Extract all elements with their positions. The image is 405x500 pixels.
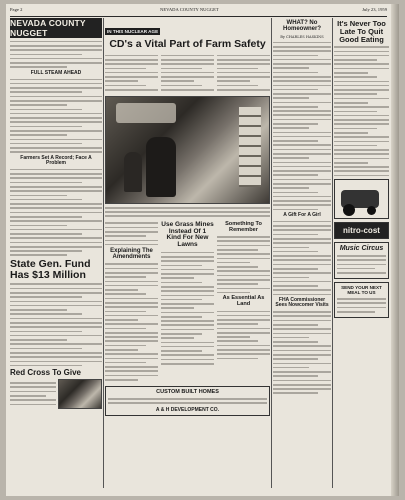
column-center xyxy=(105,18,270,492)
kicker-label: IN THIS NUCLEAR AGE xyxy=(107,29,159,34)
editorial-headline: FULL STEAM AHEAD xyxy=(30,69,82,76)
remember-headline: Something To Remember xyxy=(225,220,262,233)
header-rule xyxy=(10,16,387,17)
column-eating xyxy=(334,18,389,492)
column-divider xyxy=(271,18,272,488)
homes-ad-title: CUSTOM BUILT HOMES xyxy=(156,389,219,396)
eating-headline: It's Never Too Late To Quit Good Eating xyxy=(337,19,386,44)
paper-title-header: NEVADA COUNTY NUGGET xyxy=(160,7,219,12)
page-number: Page 2 xyxy=(10,7,23,12)
tractor-wheel xyxy=(343,204,355,216)
page-fold-shadow xyxy=(391,4,399,496)
cd-farm-headline: CD's a Vital Part of Farm Safety xyxy=(109,38,266,50)
issue-date: July 23, 1959 xyxy=(362,7,387,12)
farmers-body xyxy=(10,169,102,256)
red-cross-headline: Red Cross To Give xyxy=(10,368,81,378)
nitro-ad xyxy=(334,222,389,239)
meal-ad xyxy=(334,282,389,318)
cellar-photo xyxy=(105,96,270,204)
page-header xyxy=(10,7,387,16)
delta-photo xyxy=(58,379,102,409)
fha-headline: FHA Commissioner Sees Nowcomer Visits xyxy=(275,296,329,309)
column-editorial xyxy=(10,18,102,492)
cd-intro xyxy=(105,52,270,93)
editorial-body xyxy=(10,79,102,153)
homes-ad xyxy=(105,386,270,415)
red-cross-body xyxy=(10,379,56,409)
masthead-info xyxy=(10,41,102,68)
column-homeowner xyxy=(273,18,331,492)
grass-headline: Use Grass Mines Instead Of 1 Kind For New Lawns xyxy=(161,220,214,249)
homes-ad-company: A & H DEVELOPMENT CO. xyxy=(155,406,220,413)
tractor-ad xyxy=(334,179,389,219)
state-fund-headline: State Gen. Fund Has $13 Million xyxy=(10,257,91,281)
music-circus-title: Music Circus xyxy=(339,245,384,253)
shelves xyxy=(239,107,261,187)
farmers-headline: Farmers Set A Record; Face A Problem xyxy=(20,154,92,166)
amendments-headline: Explaining The Amendments xyxy=(110,248,153,261)
column-divider xyxy=(332,18,333,488)
masthead-title: NEVADA COUNTY NUGGET xyxy=(10,18,86,38)
photo-caption xyxy=(105,207,270,217)
meal-ad-title: SEND YOUR NEXT MEAL TO US xyxy=(341,285,382,296)
homeowner-headline: WHAT? No Homeowner? xyxy=(282,20,321,33)
center-articles xyxy=(105,220,270,384)
homeowner-body xyxy=(273,42,331,211)
state-fund-body xyxy=(10,283,102,366)
essential-headline: As Essential As Land xyxy=(222,295,265,307)
masthead xyxy=(10,18,102,38)
homeowner-byline: By CHARLES HASKINS xyxy=(280,34,324,39)
music-circus-ad xyxy=(334,242,389,279)
red-cross-section xyxy=(10,379,102,409)
nitro-ad-title: nitro-cost xyxy=(343,226,380,236)
column-divider xyxy=(103,18,104,488)
newspaper-page xyxy=(6,4,399,496)
gift-headline: A Gift For A Girl xyxy=(283,211,321,218)
tractor-wheel xyxy=(367,206,376,215)
